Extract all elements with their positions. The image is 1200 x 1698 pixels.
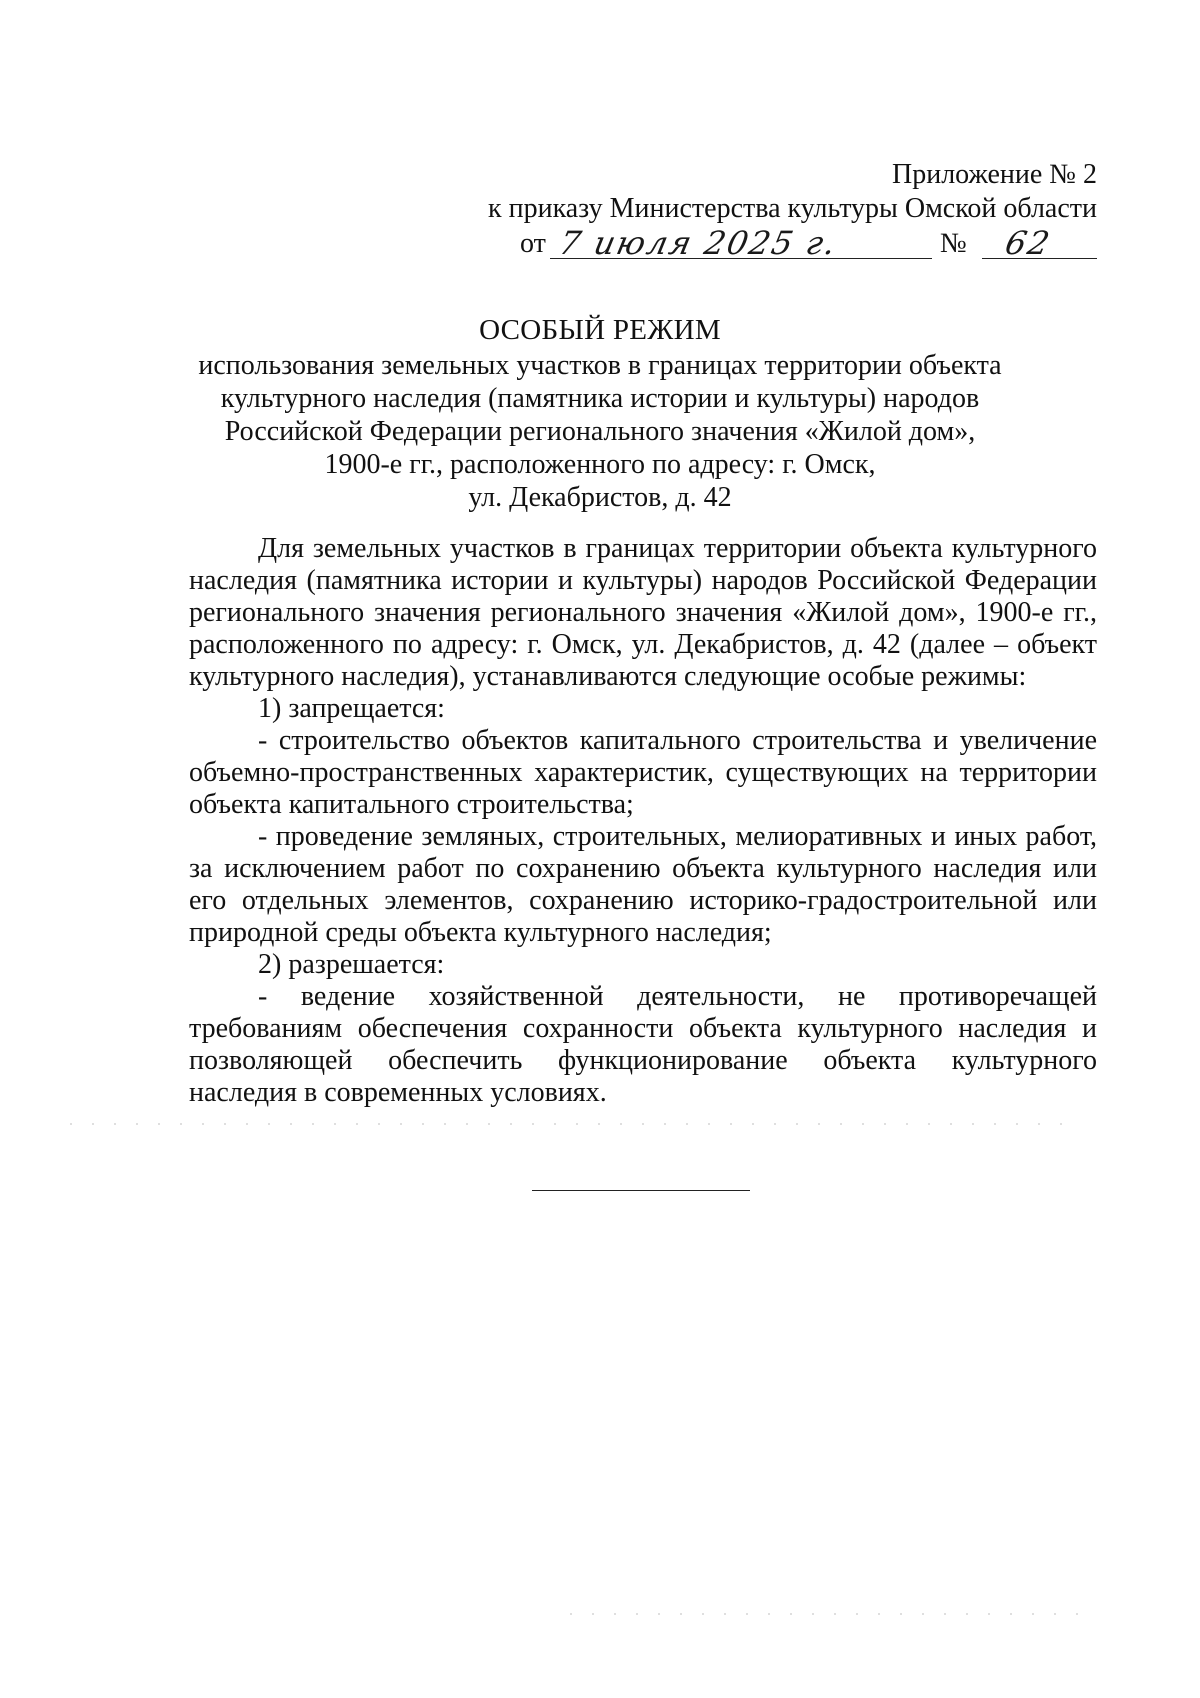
intro-paragraph: Для земельных участков в границах территории объекта культурного наследия (памятника истории и культуры) народов Российской Федерации регионального значения регионального значения «Жилой дом», 1900-е гг., расположенного по адресу: г. Омск, ул. Декабристов, д. 42 (далее – объект культурного наследия), устанавливаются следующие особые режимы: <box>189 533 1097 692</box>
title-line: ул. Декабристов, д. 42 <box>468 482 732 513</box>
number-label: № <box>940 228 967 259</box>
scan-artifact-line <box>60 1123 1070 1125</box>
prohibited-item-works: - проведение земляных, строительных, мелиоративных и иных работ, за исключением работ по сохранению объекта культурного наследия или его отдельных элементов, сохранению историко-градостроительной или природной среды объекта культурного наследия; <box>189 821 1097 948</box>
title-line: Российской Федерации регионального значения «Жилой дом», <box>224 416 976 447</box>
document-title <box>150 314 1050 514</box>
annex-header <box>488 158 1097 226</box>
title-line: культурного наследия (памятника истории и культуры) народов <box>220 383 980 414</box>
scan-artifact-line <box>560 1613 1080 1615</box>
annex-number: Приложение № 2 <box>892 159 1097 190</box>
handwritten-number: 62 <box>1001 224 1055 262</box>
permitted-item-activity: - ведение хозяйственной деятельности, не противоречащей требованиям обеспечения сохранности объекта культурного наследия и позволяющей обеспечить функционирование объекта культурного наследия в современных условиях. <box>189 981 1097 1108</box>
title-main: ОСОБЫЙ РЕЖИМ <box>479 314 721 346</box>
permitted-label: 2) разрешается: <box>258 949 445 980</box>
document-body <box>189 533 1097 1109</box>
order-reference: к приказу Министерства культуры Омской области <box>488 193 1097 224</box>
title-line: использования земельных участков в границах территории объекта <box>198 350 1002 381</box>
order-date-number-line <box>520 222 1097 262</box>
prohibited-item-construction: - строительство объектов капитального строительства и увеличение объемно-пространственных характеристик, существующих на территории объекта капитального строительства; <box>189 725 1097 820</box>
from-label: от <box>520 228 546 259</box>
handwritten-date: 7 июля 2025 г. <box>555 224 842 262</box>
order-number-field <box>982 222 1097 262</box>
prohibited-label: 1) запрещается: <box>258 693 445 724</box>
title-line: 1900-е гг., расположенного по адресу: г. Омск, <box>324 449 876 480</box>
order-date-field <box>550 222 932 262</box>
closing-divider <box>532 1190 750 1191</box>
